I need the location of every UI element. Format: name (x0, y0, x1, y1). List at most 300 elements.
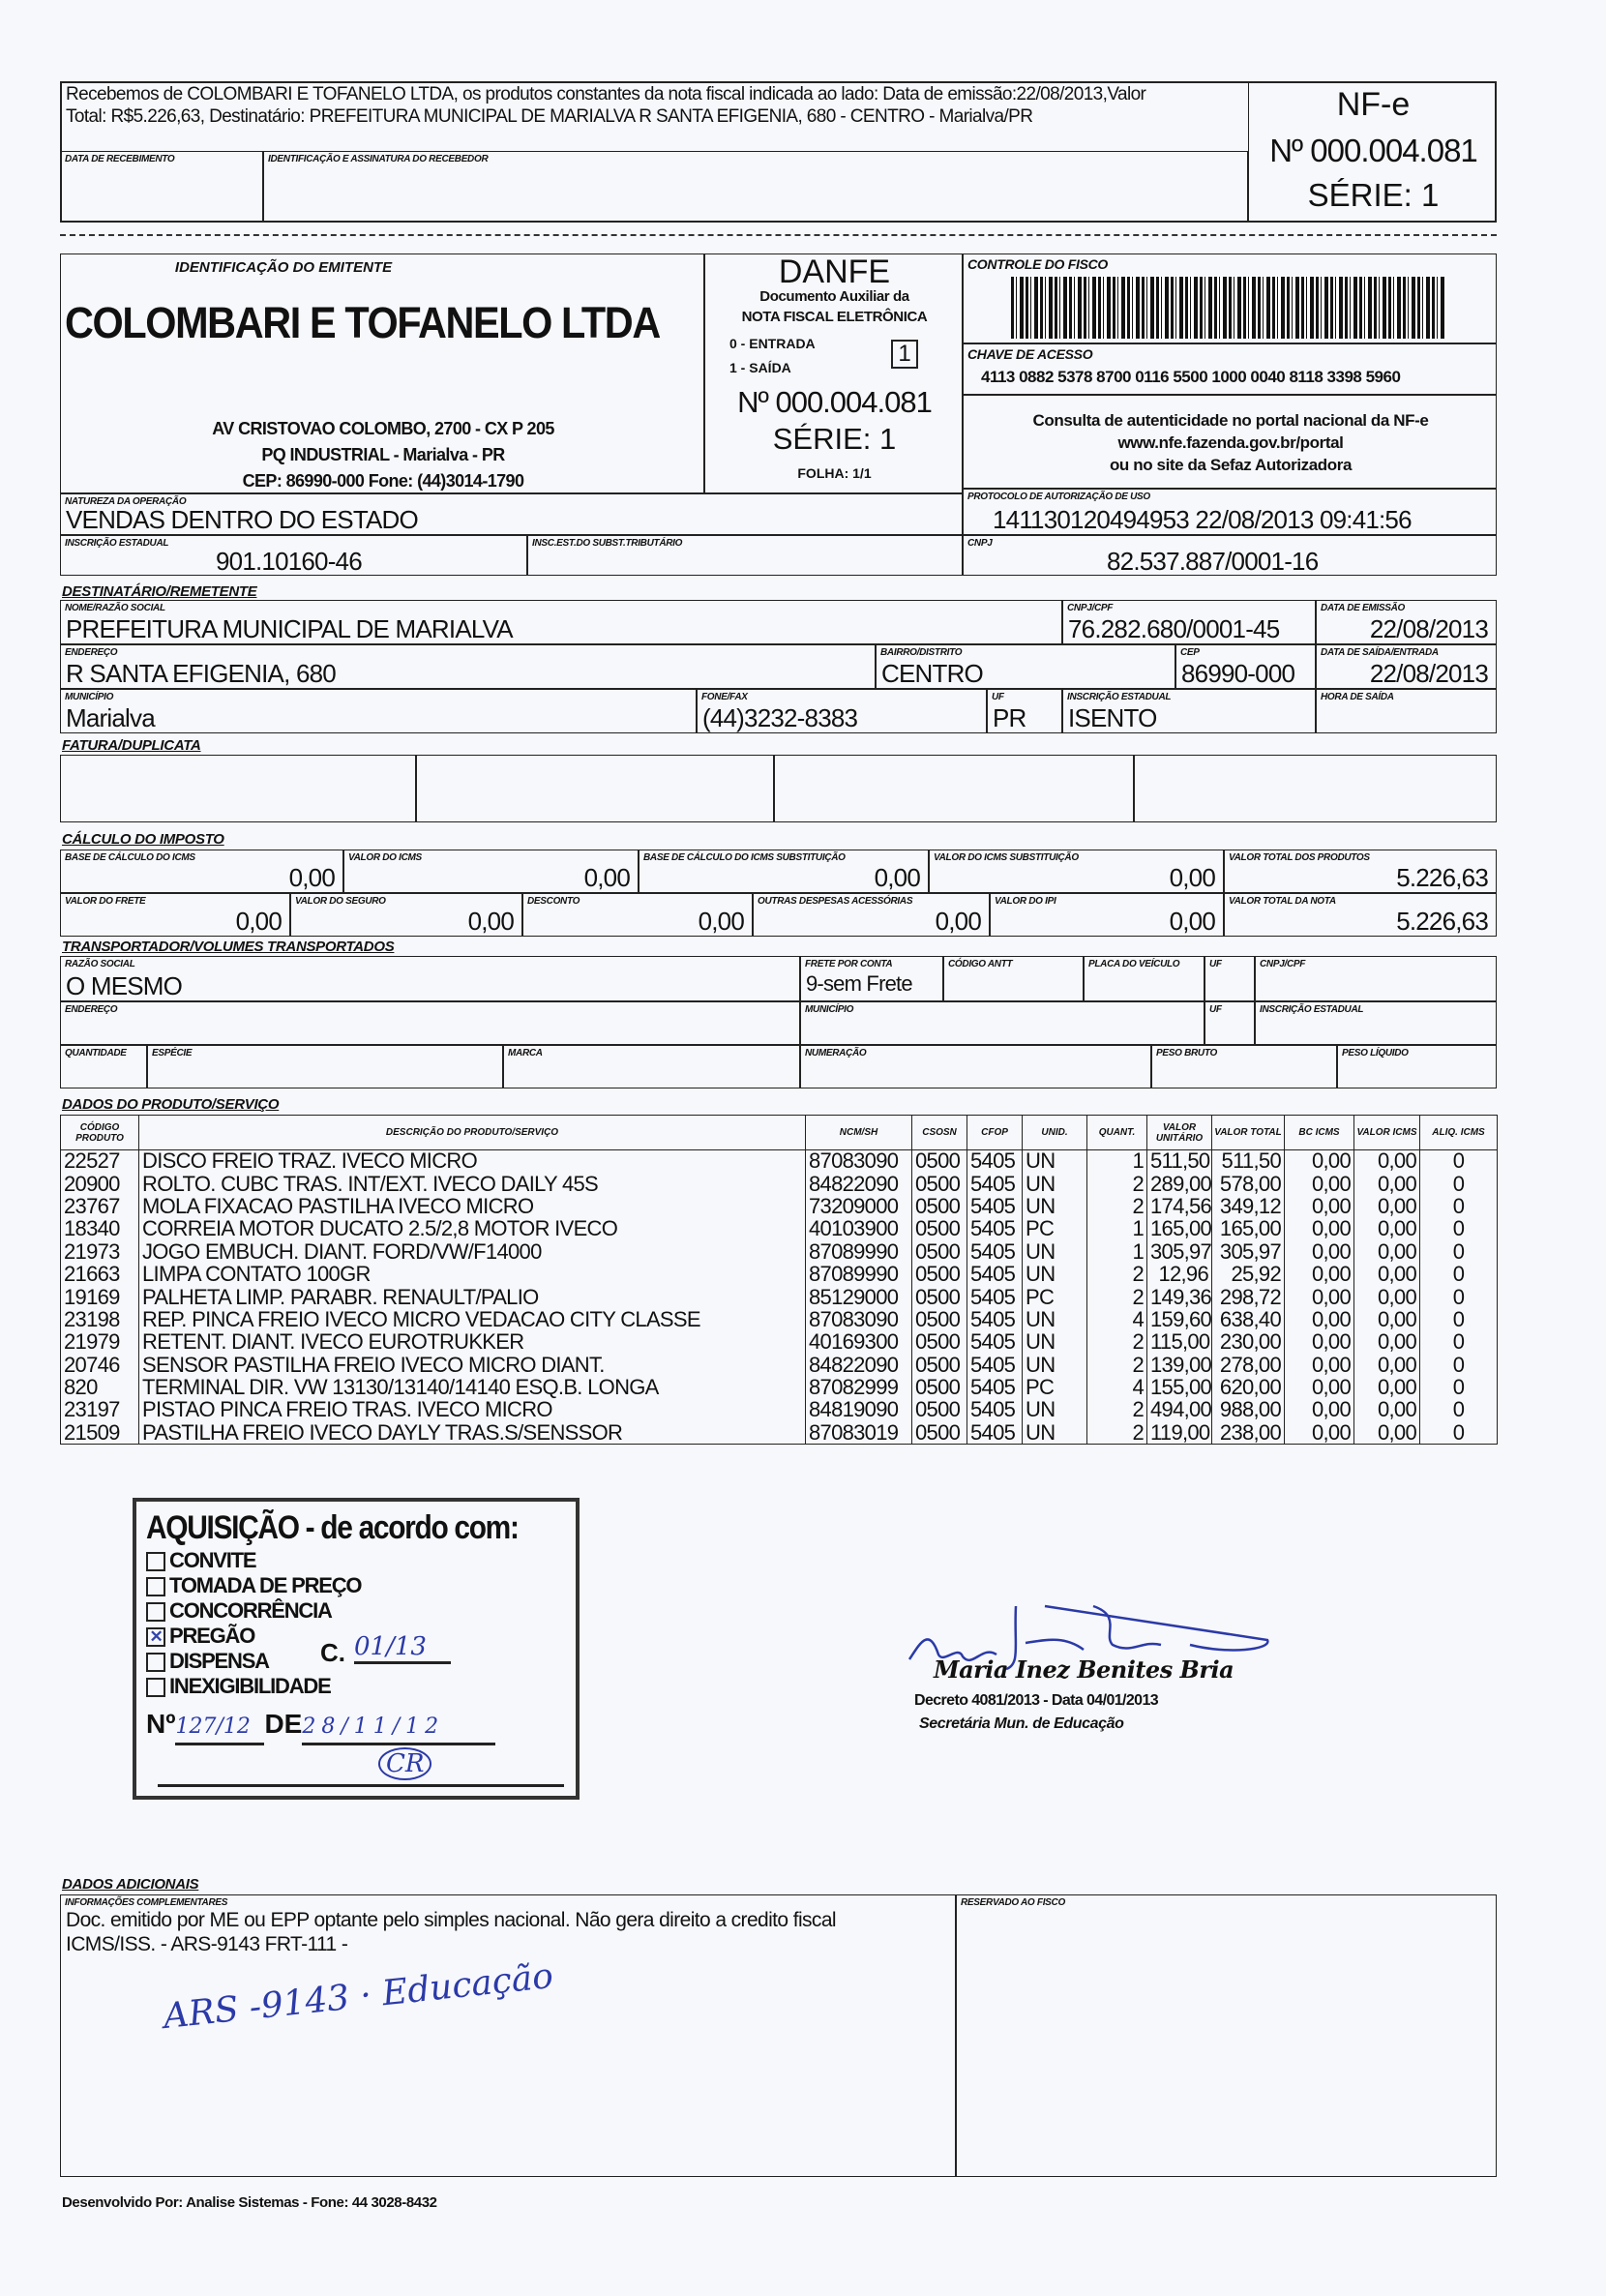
cell-aliq-icms: 0 (1420, 1218, 1498, 1240)
seguro-field (290, 893, 522, 937)
cell-cfop: 5405 (967, 1240, 1023, 1263)
stamp-option (146, 1573, 566, 1598)
stamp-option-label: DISPENSA (169, 1649, 269, 1673)
valor-icms-field (343, 850, 639, 893)
cell-cfop: 5405 (967, 1376, 1023, 1398)
cell-cfop: 5405 (967, 1263, 1023, 1285)
calculo-section-label: CÁLCULO DO IMPOSTO (62, 831, 224, 848)
dest-ie-label: INSCRIÇÃO ESTADUAL (1067, 692, 1172, 702)
transp-ie-field (1255, 1001, 1497, 1045)
cell-descricao: JOGO EMBUCH. DIANT. FORD/VW/F14000 (139, 1240, 806, 1263)
cell-aliq-icms: 0 (1420, 1195, 1498, 1217)
dest-uf-value: PR (993, 703, 1026, 732)
cell-bc-icms: 0,00 (1285, 1286, 1354, 1308)
cell-valor-unitario: 511,50 (1147, 1150, 1212, 1173)
seguro-value: 0,00 (467, 907, 514, 936)
valor-st-field (929, 850, 1224, 893)
cell-bc-icms: 0,00 (1285, 1218, 1354, 1240)
cell-csosn: 0500 (912, 1286, 967, 1308)
outras-label: OUTRAS DESPESAS ACESSÓRIAS (758, 896, 913, 907)
dest-cnpj-value: 76.282.680/0001-45 (1068, 614, 1280, 643)
cell-quant: 1 (1087, 1240, 1147, 1263)
ie-value: 901.10160-46 (216, 547, 362, 576)
cell-valor-unitario: 12,96 (1147, 1263, 1212, 1285)
outras-field (753, 893, 990, 937)
cell-valor-icms: 0,00 (1354, 1286, 1420, 1308)
col-header-quant: QUANT. (1087, 1116, 1147, 1150)
cell-valor-total: 238,00 (1212, 1421, 1285, 1444)
cell-valor-unitario: 115,00 (1147, 1331, 1212, 1354)
cell-ncm: 85129000 (806, 1286, 912, 1308)
cell-valor-unitario: 159,60 (1147, 1308, 1212, 1330)
cell-csosn: 0500 (912, 1150, 967, 1173)
col-header-valor-total: VALOR TOTAL (1212, 1116, 1285, 1150)
transp-frete-field (800, 956, 943, 1001)
cell-codigo: 21973 (61, 1240, 139, 1263)
dest-saida-value: 22/08/2013 (1369, 659, 1488, 688)
cell-cfop: 5405 (967, 1150, 1023, 1173)
stamp-no-label: Nº (146, 1709, 176, 1739)
desconto-label: DESCONTO (527, 896, 580, 907)
emitente-name: COLOMBARI E TOFANELO LTDA (65, 298, 660, 347)
col-header-ncm: NCM/SH (806, 1116, 912, 1150)
fatura-cell (774, 755, 1134, 822)
cell-quant: 2 (1087, 1263, 1147, 1285)
cell-unid: UN (1023, 1421, 1087, 1444)
table-row (61, 1263, 1498, 1285)
total-nota-label: VALOR TOTAL DA NOTA (1229, 896, 1336, 907)
dest-nome-value: PREFEITURA MUNICIPAL DE MARIALVA (66, 614, 513, 643)
cell-quant: 2 (1087, 1421, 1147, 1444)
transp-especie-field (147, 1045, 503, 1088)
table-row (61, 1421, 1498, 1444)
checkbox-icon (146, 1602, 165, 1622)
cell-codigo: 20746 (61, 1354, 139, 1376)
cell-aliq-icms: 0 (1420, 1421, 1498, 1444)
cell-descricao: TERMINAL DIR. VW 13130/13140/14140 ESQ.B. LONGA (139, 1376, 806, 1398)
transp-quantidade-field (60, 1045, 147, 1088)
transporte-section-label: TRANSPORTADOR/VOLUMES TRANSPORTADOS (62, 939, 395, 955)
cell-valor-icms: 0,00 (1354, 1218, 1420, 1240)
frete-value: 0,00 (235, 907, 282, 936)
emitente-cnpj-label: CNPJ (967, 538, 993, 549)
info-line-1: Doc. emitido por ME ou EPP optante pelo simples nacional. Não gera direito a credito fiscal (66, 1909, 836, 1931)
transp-frete-label: FRETE POR CONTA (805, 959, 893, 969)
controle-fisco-label: CONTROLE DO FISCO (967, 256, 1109, 272)
cell-valor-total: 349,12 (1212, 1195, 1285, 1217)
cell-csosn: 0500 (912, 1263, 967, 1285)
dest-bairro-value: CENTRO (881, 659, 983, 688)
emitente-address-2: PQ INDUSTRIAL - Marialva - PR (261, 445, 505, 464)
cell-cfop: 5405 (967, 1308, 1023, 1330)
emitente-box (60, 253, 704, 493)
transp-placa-label: PLACA DO VEÍCULO (1088, 959, 1180, 969)
cell-descricao: RETENT. DIANT. IVECO EUROTRUKKER (139, 1331, 806, 1354)
transp-endereco-field (60, 1001, 800, 1045)
total-produtos-value: 5.226,63 (1396, 863, 1488, 892)
cell-unid: PC (1023, 1376, 1087, 1398)
cell-valor-total: 620,00 (1212, 1376, 1285, 1398)
dest-saida-label: DATA DE SAÍDA/ENTRADA (1321, 647, 1439, 658)
cell-valor-unitario: 149,36 (1147, 1286, 1212, 1308)
seguro-label: VALOR DO SEGURO (295, 896, 386, 907)
cell-aliq-icms: 0 (1420, 1240, 1498, 1263)
cell-valor-total: 638,40 (1212, 1308, 1285, 1330)
cell-aliq-icms: 0 (1420, 1308, 1498, 1330)
natureza-field (60, 493, 963, 535)
cell-ncm: 87082999 (806, 1376, 912, 1398)
dest-bairro-field (876, 644, 1175, 689)
stamp-option (146, 1548, 566, 1573)
transp-numeracao-field (800, 1045, 1151, 1088)
dest-endereco-field (60, 644, 876, 689)
stamp-option (146, 1598, 566, 1624)
frete-label: VALOR DO FRETE (65, 896, 146, 907)
ie-st-field (527, 535, 963, 576)
cell-valor-total: 165,00 (1212, 1218, 1285, 1240)
footer-text: Desenvolvido Por: Analise Sistemas - Fone: 44 3028-8432 (62, 2194, 437, 2211)
products-body (61, 1150, 1498, 1445)
cell-valor-total: 278,00 (1212, 1354, 1285, 1376)
cell-csosn: 0500 (912, 1195, 967, 1217)
cell-aliq-icms: 0 (1420, 1173, 1498, 1195)
stamp-date-value: 28/11/12 (302, 1712, 495, 1745)
cell-codigo: 20900 (61, 1173, 139, 1195)
col-header-csosn: CSOSN (912, 1116, 967, 1150)
cell-bc-icms: 0,00 (1285, 1354, 1354, 1376)
col-header-descricao: DESCRIÇÃO DO PRODUTO/SERVIÇO (139, 1116, 806, 1150)
valor-icms-label: VALOR DO ICMS (348, 852, 422, 863)
products-header-row (61, 1116, 1498, 1150)
cell-cfop: 5405 (967, 1421, 1023, 1444)
transp-razao-label: RAZÃO SOCIAL (65, 959, 135, 969)
adicionais-section-label: DADOS ADICIONAIS (62, 1876, 199, 1893)
base-icms-value: 0,00 (288, 863, 335, 892)
receipt-date-field (60, 151, 263, 223)
desconto-value: 0,00 (698, 907, 744, 936)
cell-valor-unitario: 289,00 (1147, 1173, 1212, 1195)
receipt-nfe-box (1248, 81, 1497, 223)
nfe-number: Nº 000.004.081 (1269, 133, 1477, 168)
cell-quant: 2 (1087, 1331, 1147, 1354)
dest-emissao-label: DATA DE EMISSÃO (1321, 603, 1405, 613)
products-table (60, 1115, 1498, 1445)
danfe-subtitle-2: NOTA FISCAL ELETRÔNICA (741, 309, 928, 325)
cell-codigo: 19169 (61, 1286, 139, 1308)
transp-peso-liquido-field (1337, 1045, 1497, 1088)
info-label: INFORMAÇÕES COMPLEMENTARES (65, 1897, 228, 1908)
nfe-serie: SÉRIE: 1 (1307, 177, 1440, 213)
cell-unid: PC (1023, 1286, 1087, 1308)
ipi-field (990, 893, 1224, 937)
chave-acesso-label: CHAVE DE ACESSO (967, 346, 1093, 362)
chave-acesso: 4113 0882 5378 8700 0116 5500 1000 0040 8118 3398 5960 (981, 368, 1401, 386)
stamp-c-label: C. (320, 1638, 345, 1667)
dest-hora-field (1316, 689, 1497, 733)
destinatario-section-label: DESTINATÁRIO/REMETENTE (62, 583, 257, 600)
cell-valor-unitario: 174,56 (1147, 1195, 1212, 1217)
cell-valor-icms: 0,00 (1354, 1354, 1420, 1376)
cell-cfop: 5405 (967, 1399, 1023, 1421)
cell-valor-total: 988,00 (1212, 1399, 1285, 1421)
cell-ncm: 87083019 (806, 1421, 912, 1444)
checkbox-icon (146, 1552, 165, 1571)
transp-placa-field (1084, 956, 1204, 1001)
cell-unid: UN (1023, 1150, 1087, 1173)
operation-type-box: 1 (891, 340, 918, 369)
col-header-bc-icms: BC ICMS (1285, 1116, 1354, 1150)
cell-descricao: REP. PINCA FREIO IVECO MICRO VEDACAO CITY CLASSE (139, 1308, 806, 1330)
base-st-field (639, 850, 929, 893)
cell-codigo: 23767 (61, 1195, 139, 1217)
transp-cnpj-label: CNPJ/CPF (1260, 959, 1306, 969)
cell-unid: UN (1023, 1173, 1087, 1195)
dest-cnpj-field (1062, 600, 1316, 644)
cell-aliq-icms: 0 (1420, 1354, 1498, 1376)
cell-ncm: 87083090 (806, 1308, 912, 1330)
stamp-no-value: 127/12 (175, 1712, 264, 1745)
cell-bc-icms: 0,00 (1285, 1173, 1354, 1195)
cell-valor-unitario: 305,97 (1147, 1240, 1212, 1263)
table-row (61, 1195, 1498, 1217)
cell-valor-total: 578,00 (1212, 1173, 1285, 1195)
cell-ncm: 73209000 (806, 1195, 912, 1217)
table-row (61, 1286, 1498, 1308)
cell-descricao: PASTILHA FREIO IVECO DAYLY TRAS.S/SENSSOR (139, 1421, 806, 1444)
base-st-value: 0,00 (874, 863, 920, 892)
stamp-options (146, 1548, 566, 1699)
base-icms-label: BASE DE CÁLCULO DO ICMS (65, 852, 195, 863)
cell-csosn: 0500 (912, 1173, 967, 1195)
transp-razao-field (60, 956, 800, 1001)
cell-csosn: 0500 (912, 1399, 967, 1421)
cell-ncm: 40103900 (806, 1218, 912, 1240)
transp-antt-label: CÓDIGO ANTT (948, 959, 1013, 969)
cell-aliq-icms: 0 (1420, 1263, 1498, 1285)
consulta-url[interactable]: www.nfe.fazenda.gov.br/portal (1117, 433, 1344, 452)
dest-emissao-field (1316, 600, 1497, 644)
cell-ncm: 87083090 (806, 1150, 912, 1173)
cell-unid: UN (1023, 1195, 1087, 1217)
consulta-text-1: Consulta de autenticidade no portal nacional da NF-e (1032, 411, 1429, 430)
fatura-section-label: FATURA/DUPLICATA (62, 737, 201, 754)
cell-valor-unitario: 139,00 (1147, 1354, 1212, 1376)
stamp-option-label: CONVITE (169, 1548, 256, 1572)
transp-endereco-label: ENDEREÇO (65, 1004, 118, 1015)
outras-value: 0,00 (935, 907, 981, 936)
transp-uf2-field (1204, 1001, 1255, 1045)
col-header-unid: UNID. (1023, 1116, 1087, 1150)
transp-marca-field (503, 1045, 800, 1088)
cell-cfop: 5405 (967, 1218, 1023, 1240)
danfe-folha: FOLHA: 1/1 (797, 465, 872, 481)
cell-ncm: 40169300 (806, 1331, 912, 1354)
info-complementares-box (60, 1894, 956, 2177)
cell-cfop: 5405 (967, 1173, 1023, 1195)
ipi-label: VALOR DO IPI (995, 896, 1056, 907)
cell-valor-total: 25,92 (1212, 1263, 1285, 1285)
danfe-serie: SÉRIE: 1 (772, 422, 897, 456)
dest-fone-field (697, 689, 987, 733)
cell-ncm: 87089990 (806, 1263, 912, 1285)
base-st-label: BASE DE CÁLCULO DO ICMS SUBSTITUIÇÃO (643, 852, 846, 863)
cell-valor-icms: 0,00 (1354, 1331, 1420, 1354)
cell-codigo: 21979 (61, 1331, 139, 1354)
total-nota-field (1224, 893, 1497, 937)
cell-csosn: 0500 (912, 1308, 967, 1330)
transp-peso-bruto-label: PESO BRUTO (1156, 1048, 1217, 1059)
col-header-aliq-icms: ALIQ. ICMS (1420, 1116, 1498, 1150)
ie-st-label: INSC.EST.DO SUBST.TRIBUTÁRIO (532, 538, 683, 549)
total-produtos-field (1224, 850, 1497, 893)
cell-valor-total: 230,00 (1212, 1331, 1285, 1354)
cell-csosn: 0500 (912, 1331, 967, 1354)
cell-ncm: 84819090 (806, 1399, 912, 1421)
emitente-cnpj-field (963, 535, 1497, 576)
col-header-valor-unitario: VALOR UNITÁRIO (1147, 1116, 1212, 1150)
dest-cep-value: 86990-000 (1181, 659, 1295, 688)
cell-valor-icms: 0,00 (1354, 1308, 1420, 1330)
table-row (61, 1399, 1498, 1421)
cell-aliq-icms: 0 (1420, 1399, 1498, 1421)
dest-saida-field (1316, 644, 1497, 689)
dest-fone-value: (44)3232-8383 (702, 703, 858, 732)
receipt-text-1: Recebemos de COLOMBARI E TOFANELO LTDA, os produtos constantes da nota fiscal indicada ao lado: Data de emissão:22/08/2013,Valor (66, 84, 1146, 104)
cell-valor-total: 305,97 (1212, 1240, 1285, 1263)
transp-cnpj-field (1255, 956, 1497, 1001)
transp-municipio-label: MUNICÍPIO (805, 1004, 854, 1015)
cell-descricao: CORREIA MOTOR DUCATO 2.5/2,8 MOTOR IVECO (139, 1218, 806, 1240)
dest-emissao-value: 22/08/2013 (1369, 614, 1488, 643)
cell-valor-icms: 0,00 (1354, 1240, 1420, 1263)
col-header-cfop: CFOP (967, 1116, 1023, 1150)
receipt-text-2: Total: R$5.226,63, Destinatário: PREFEITURA MUNICIPAL DE MARIALVA R SANTA EFIGENIA, 680 - CENTRO - Marialva/PR (66, 106, 1033, 127)
cell-descricao: DISCO FREIO TRAZ. IVECO MICRO (139, 1150, 806, 1173)
protocolo-label: PROTOCOLO DE AUTORIZAÇÃO DE USO (967, 492, 1150, 502)
cell-valor-icms: 0,00 (1354, 1195, 1420, 1217)
table-row (61, 1173, 1498, 1195)
dest-municipio-field (60, 689, 697, 733)
cell-codigo: 23198 (61, 1308, 139, 1330)
cell-bc-icms: 0,00 (1285, 1240, 1354, 1263)
cell-quant: 2 (1087, 1173, 1147, 1195)
frete-field (60, 893, 290, 937)
cell-aliq-icms: 0 (1420, 1150, 1498, 1173)
transp-numeracao-label: NUMERAÇÃO (805, 1048, 867, 1059)
cell-unid: UN (1023, 1308, 1087, 1330)
info-line-2: ICMS/ISS. - ARS-9143 FRT-111 - (66, 1933, 348, 1955)
cell-quant: 2 (1087, 1399, 1147, 1421)
cell-codigo: 23197 (61, 1399, 139, 1421)
dest-hora-label: HORA DE SAÍDA (1321, 692, 1394, 702)
cell-valor-total: 511,50 (1212, 1150, 1285, 1173)
dest-cep-field (1175, 644, 1316, 689)
table-row (61, 1376, 1498, 1398)
ie-field (60, 535, 527, 576)
total-produtos-label: VALOR TOTAL DOS PRODUTOS (1229, 852, 1370, 863)
acquisition-stamp (133, 1498, 580, 1800)
fatura-cell (1134, 755, 1497, 822)
dest-uf-label: UF (992, 692, 1004, 702)
cell-valor-total: 298,72 (1212, 1286, 1285, 1308)
cell-unid: UN (1023, 1331, 1087, 1354)
reservado-fisco-box (956, 1894, 1497, 2177)
cell-quant: 2 (1087, 1354, 1147, 1376)
stamp-initials: CR (378, 1747, 431, 1780)
cell-csosn: 0500 (912, 1218, 967, 1240)
cell-csosn: 0500 (912, 1240, 967, 1263)
cell-valor-icms: 0,00 (1354, 1263, 1420, 1285)
stamp-option-label: TOMADA DE PREÇO (169, 1573, 362, 1597)
cell-csosn: 0500 (912, 1421, 967, 1444)
cell-valor-unitario: 494,00 (1147, 1399, 1212, 1421)
consulta-text-3: ou no site da Sefaz Autorizadora (1109, 456, 1353, 474)
stamp-underline (158, 1784, 564, 1787)
cell-aliq-icms: 0 (1420, 1376, 1498, 1398)
dest-bairro-label: BAIRRO/DISTRITO (880, 647, 963, 658)
cell-cfop: 5405 (967, 1195, 1023, 1217)
cell-descricao: PISTAO PINCA FREIO TRAS. IVECO MICRO (139, 1399, 806, 1421)
handwritten-note: ARS -9143 · Educação (161, 1955, 555, 2038)
signature-decree: Decreto 4081/2013 - Data 04/01/2013 (914, 1692, 1159, 1709)
cell-bc-icms: 0,00 (1285, 1399, 1354, 1421)
dest-nome-label: NOME/RAZÃO SOCIAL (65, 603, 165, 613)
transp-quantidade-label: QUANTIDADE (65, 1048, 127, 1059)
cell-bc-icms: 0,00 (1285, 1195, 1354, 1217)
cell-valor-icms: 0,00 (1354, 1376, 1420, 1398)
produtos-section-label: DADOS DO PRODUTO/SERVIÇO (62, 1096, 280, 1113)
valor-st-value: 0,00 (1169, 863, 1215, 892)
cell-valor-icms: 0,00 (1354, 1173, 1420, 1195)
stamp-de-label: DE (264, 1709, 303, 1739)
cell-unid: UN (1023, 1263, 1087, 1285)
col-header-valor-icms: VALOR ICMS (1354, 1116, 1420, 1150)
cell-ncm: 87089990 (806, 1240, 912, 1263)
natureza-label: NATUREZA DA OPERAÇÃO (65, 496, 187, 507)
danfe-title: DANFE (778, 253, 891, 290)
emitente-address-3: CEP: 86990-000 Fone: (44)3014-1790 (242, 471, 524, 491)
cell-valor-icms: 0,00 (1354, 1150, 1420, 1173)
table-row (61, 1331, 1498, 1354)
dest-municipio-label: MUNICÍPIO (65, 692, 114, 702)
signature-role: Secretária Mun. de Educação (919, 1715, 1124, 1732)
total-nota-value: 5.226,63 (1396, 907, 1488, 936)
table-row (61, 1240, 1498, 1263)
cell-quant: 4 (1087, 1376, 1147, 1398)
valor-icms-value: 0,00 (583, 863, 630, 892)
stamp-option-label: CONCORRÊNCIA (169, 1598, 332, 1623)
dest-fone-label: FONE/FAX (701, 692, 748, 702)
cell-bc-icms: 0,00 (1285, 1376, 1354, 1398)
transp-uf2-label: UF (1209, 1004, 1222, 1015)
fatura-cell (416, 755, 774, 822)
transp-frete-value: 9-sem Frete (806, 971, 912, 996)
cell-quant: 4 (1087, 1308, 1147, 1330)
emitente-cnpj-value: 82.537.887/0001-16 (1107, 547, 1319, 576)
cell-aliq-icms: 0 (1420, 1331, 1498, 1354)
transp-uf-field (1204, 956, 1255, 1001)
entrada-label: 0 - ENTRADA (729, 336, 816, 351)
stamp-option (146, 1674, 566, 1699)
dest-ie-field (1062, 689, 1316, 733)
signature-name: Maria Inez Benites Bria (934, 1655, 1234, 1684)
transp-razao-value: O MESMO (66, 971, 183, 1000)
cell-valor-unitario: 119,00 (1147, 1421, 1212, 1444)
base-icms-field (60, 850, 343, 893)
transp-peso-bruto-field (1151, 1045, 1337, 1088)
valor-st-label: VALOR DO ICMS SUBSTITUIÇÃO (934, 852, 1079, 863)
cell-cfop: 5405 (967, 1331, 1023, 1354)
